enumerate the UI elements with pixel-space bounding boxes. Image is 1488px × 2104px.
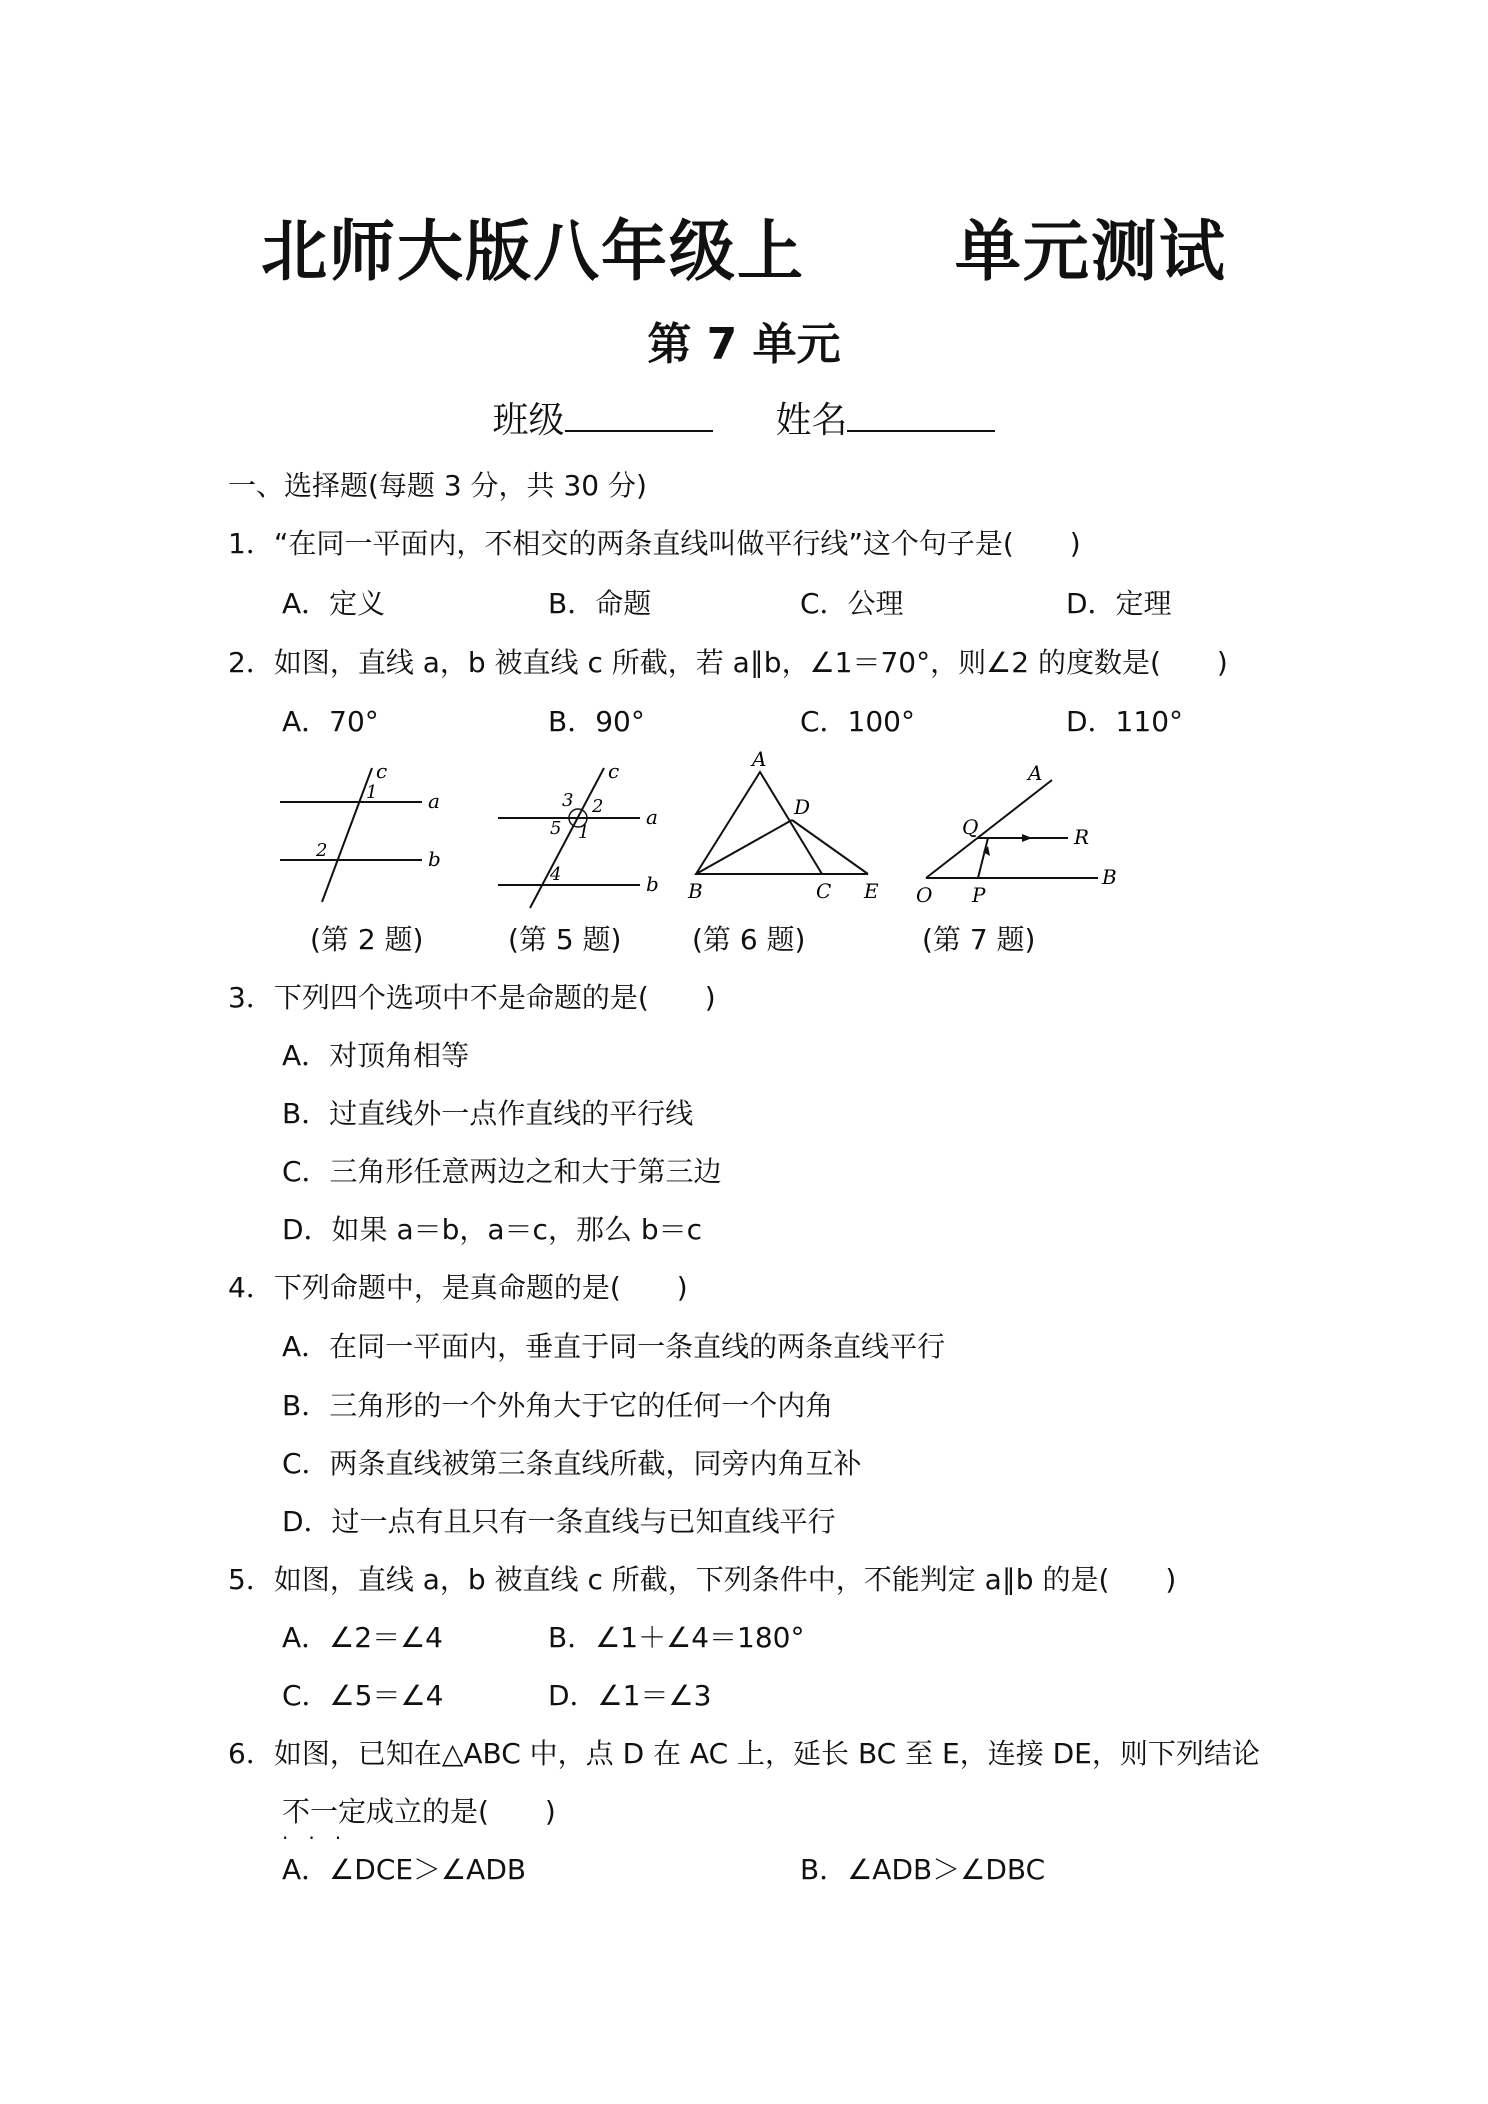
- q4-option-a[interactable]: A．在同一平面内，垂直于同一条直线的两条直线平行: [282, 1330, 946, 1363]
- fig6-label-A: A: [752, 747, 767, 771]
- fig6-label-E: E: [864, 879, 879, 903]
- q5-option-b[interactable]: B．∠1＋∠4＝180°: [548, 1621, 805, 1654]
- segment-bd: [696, 820, 792, 874]
- caption-q7: (第 7 题): [922, 923, 1036, 956]
- fig7-label-B: B: [1102, 865, 1117, 889]
- q5-option-d[interactable]: D．∠1＝∠3: [548, 1679, 712, 1712]
- q4-option-c[interactable]: C．两条直线被第三条直线所截，同旁内角互补: [282, 1447, 862, 1480]
- q3-option-b[interactable]: B．过直线外一点作直线的平行线: [282, 1097, 694, 1130]
- unit-subtitle: 第 7 单元: [647, 319, 841, 370]
- q3-option-d[interactable]: D．如果 a＝b，a＝c，那么 b＝c: [282, 1213, 703, 1246]
- q5-option-a[interactable]: A．∠2＝∠4: [282, 1621, 443, 1654]
- q2-option-b[interactable]: B．90°: [548, 705, 645, 738]
- fig7-label-O: O: [916, 883, 933, 907]
- q1-option-c[interactable]: C．公理: [800, 587, 904, 620]
- caption-q5: (第 5 题): [508, 923, 622, 956]
- q4-option-b[interactable]: B．三角形的一个外角大于它的任何一个内角: [282, 1389, 834, 1422]
- fig5-label-2: 2: [592, 796, 604, 817]
- fig2-label-1: 1: [366, 782, 378, 803]
- question-1-stem: 1．“在同一平面内，不相交的两条直线叫做平行线”这个句子是( ): [228, 527, 1081, 560]
- fig6-label-D: D: [794, 795, 811, 819]
- fig6-label-C: C: [816, 879, 832, 903]
- question-4-stem: 4．下列命题中，是真命题的是( ): [228, 1271, 688, 1304]
- section-heading: 一、选择题(每题 3 分，共 30 分): [228, 469, 647, 502]
- class-blank[interactable]: [565, 396, 713, 432]
- question-6-stem: 6．如图，已知在△ABC 中，点 D 在 AC 上，延长 BC 至 E，连接 DE，则下列结论: [228, 1737, 1260, 1770]
- fig5-label-1: 1: [578, 822, 590, 843]
- q3-option-a[interactable]: A．对顶角相等: [282, 1039, 470, 1072]
- name-label: 姓名: [775, 400, 848, 441]
- q4-option-d[interactable]: D．过一点有且只有一条直线与已知直线平行: [282, 1505, 836, 1538]
- q1-option-d[interactable]: D．定理: [1066, 587, 1172, 620]
- q2-option-c[interactable]: C．100°: [800, 705, 915, 738]
- q6-option-a[interactable]: A．∠DCE＞∠ADB: [282, 1853, 527, 1886]
- line-c: [322, 768, 372, 902]
- fig5-label-c: c: [608, 759, 620, 783]
- figure-q2: [272, 760, 452, 910]
- class-label: 班级: [492, 400, 565, 441]
- fig2-label-2: 2: [316, 840, 328, 861]
- fig7-label-P: P: [972, 883, 986, 907]
- triangle-abc: [696, 772, 822, 874]
- caption-q6: (第 6 题): [692, 923, 806, 956]
- q1-option-a[interactable]: A．定义: [282, 587, 386, 620]
- question-3-stem: 3．下列四个选项中不是命题的是( ): [228, 981, 716, 1014]
- figure-q7: [912, 760, 1122, 910]
- fig5-label-4: 4: [550, 864, 562, 885]
- fig2-label-c: c: [376, 759, 388, 783]
- segment-pq: [978, 838, 988, 878]
- fig5-label-a: a: [646, 805, 658, 829]
- q2-option-a[interactable]: A．70°: [282, 705, 379, 738]
- q5-option-c[interactable]: C．∠5＝∠4: [282, 1679, 444, 1712]
- fig7-label-Q: Q: [962, 815, 979, 839]
- question-2-stem: 2．如图，直线 a，b 被直线 c 所截，若 a∥b，∠1＝70°，则∠2 的度数是( ): [228, 646, 1228, 679]
- ray-oa: [926, 780, 1052, 878]
- emphasis-dots: ···: [282, 1826, 362, 1850]
- caption-q2: (第 2 题): [310, 923, 424, 956]
- fig2-label-a: a: [428, 789, 440, 813]
- q1-option-b[interactable]: B．命题: [548, 587, 652, 620]
- line-c: [530, 768, 604, 908]
- fig5-label-5: 5: [550, 818, 562, 839]
- segment-de: [792, 820, 868, 874]
- fig7-label-R: R: [1074, 825, 1090, 849]
- figure-q6: [680, 747, 880, 910]
- q2-option-d[interactable]: D．110°: [1066, 705, 1184, 738]
- fig2-label-b: b: [428, 847, 441, 871]
- fig5-label-3: 3: [562, 790, 574, 811]
- class-name-line: [0, 392, 1488, 443]
- q3-option-c[interactable]: C．三角形任意两边之和大于第三边: [282, 1155, 722, 1188]
- figure-q5: [490, 760, 670, 910]
- page-title: 北师大版八年级上 单元测试: [261, 213, 1227, 290]
- name-blank[interactable]: [847, 396, 995, 432]
- fig7-label-A: A: [1028, 761, 1043, 785]
- fig5-label-b: b: [646, 872, 659, 896]
- q6-option-b[interactable]: B．∠ADB＞∠DBC: [800, 1853, 1046, 1886]
- arrow-qr: [1022, 834, 1032, 842]
- fig6-label-B: B: [688, 879, 703, 903]
- question-5-stem: 5．如图，直线 a，b 被直线 c 所截，下列条件中，不能判定 a∥b 的是( ): [228, 1563, 1177, 1596]
- question-6-stem-line2: 不一定成立的是( ): [282, 1795, 556, 1828]
